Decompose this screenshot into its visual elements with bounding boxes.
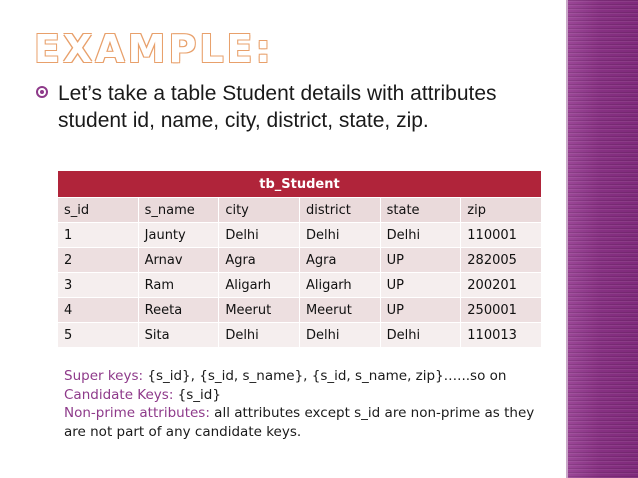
bullet-point bbox=[36, 80, 536, 134]
candidate-keys-label: Candidate Keys: bbox=[64, 386, 174, 403]
table-cell: Sita bbox=[138, 323, 219, 348]
table-cell: Ram bbox=[138, 273, 219, 298]
table-cell: Aligarh bbox=[219, 273, 300, 298]
table-cell: 3 bbox=[58, 273, 139, 298]
super-keys-label: Super keys: bbox=[64, 368, 144, 384]
table-header-row bbox=[58, 198, 542, 223]
table-title: tb_Student bbox=[58, 171, 542, 198]
super-keys-line bbox=[64, 367, 554, 386]
table-cell: 1 bbox=[58, 223, 139, 248]
table-cell: UP bbox=[380, 298, 461, 323]
table-row bbox=[58, 298, 542, 323]
table-cell: Arnav bbox=[138, 248, 219, 273]
column-header: s_id bbox=[58, 198, 139, 223]
circle-bullet-icon bbox=[36, 86, 48, 98]
table-cell: Meerut bbox=[219, 298, 300, 323]
table-cell: 110001 bbox=[461, 223, 542, 248]
table-cell: Delhi bbox=[380, 323, 461, 348]
non-prime-label: Non-prime attributes: bbox=[64, 405, 210, 421]
table-cell: Meerut bbox=[299, 298, 380, 323]
table-cell: Delhi bbox=[380, 223, 461, 248]
slide-title: EXAMPLE: bbox=[34, 27, 274, 71]
table-cell: Delhi bbox=[219, 323, 300, 348]
table-cell: 5 bbox=[58, 323, 139, 348]
non-prime-line bbox=[64, 404, 554, 441]
table-cell: UP bbox=[380, 273, 461, 298]
table-cell: Delhi bbox=[299, 323, 380, 348]
table-cell: Aligarh bbox=[299, 273, 380, 298]
table-cell: Reeta bbox=[138, 298, 219, 323]
candidate-keys-line bbox=[64, 386, 554, 405]
table-row bbox=[58, 273, 542, 298]
table-cell: 200201 bbox=[461, 273, 542, 298]
bullet-text: Let’s take a table Student details with attributes student id, name, city, district, state, zip. bbox=[58, 82, 497, 132]
table-cell: 110013 bbox=[461, 323, 542, 348]
column-header: zip bbox=[461, 198, 542, 223]
table-row bbox=[58, 323, 542, 348]
column-header: s_name bbox=[138, 198, 219, 223]
non-prime-value: all attributes except s_id are non-prime as they are not part of any candidate keys. bbox=[64, 405, 535, 440]
key-notes bbox=[64, 367, 554, 441]
table-cell: 2 bbox=[58, 248, 139, 273]
table-row bbox=[58, 248, 542, 273]
column-header: district bbox=[299, 198, 380, 223]
table-cell: Agra bbox=[219, 248, 300, 273]
table-cell: 4 bbox=[58, 298, 139, 323]
super-keys-value: {s_id}, {s_id, s_name}, {s_id, s_name, zip}…...so on bbox=[147, 368, 507, 384]
decorative-side-band bbox=[568, 0, 638, 478]
student-table bbox=[57, 170, 542, 348]
table-row bbox=[58, 223, 542, 248]
table-cell: UP bbox=[380, 248, 461, 273]
column-header: city bbox=[219, 198, 300, 223]
table-cell: Jaunty bbox=[138, 223, 219, 248]
table-cell: Delhi bbox=[299, 223, 380, 248]
table-cell: Agra bbox=[299, 248, 380, 273]
column-header: state bbox=[380, 198, 461, 223]
table-cell: 282005 bbox=[461, 248, 542, 273]
candidate-keys-value: {s_id} bbox=[177, 386, 221, 403]
table-cell: 250001 bbox=[461, 298, 542, 323]
table-cell: Delhi bbox=[219, 223, 300, 248]
